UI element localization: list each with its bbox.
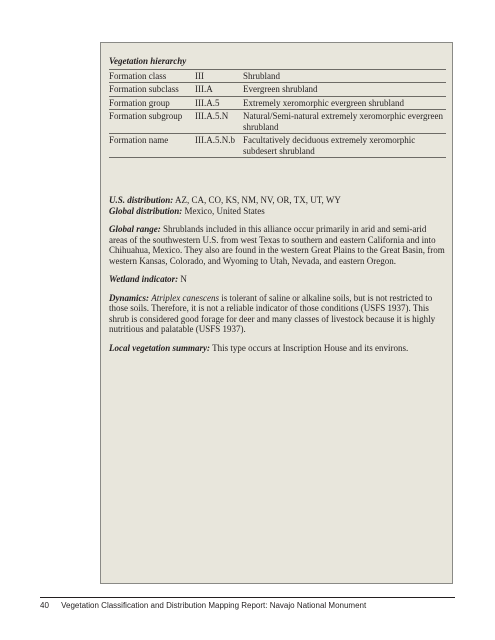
table-row: [109, 110, 446, 134]
global-range-text: Shrublands included in this alliance occur primarily in arid and semi-arid areas of the southwestern U.S. from west Texas to southern and eastern California and into Chihuahua, Mexico. They also are found in the western Great Plains to the Great Basin, from western Kansas, Colorado, and Wyoming to Utah, Nevada, and eastern Oregon.: [109, 224, 445, 266]
global-range-label: Global range:: [109, 224, 161, 234]
table-row: [109, 69, 446, 83]
distribution-paragraph: [109, 195, 446, 216]
running-footer-title: Vegetation Classification and Distribution Mapping Report: Navajo National Monument: [61, 601, 367, 610]
us-distribution-label: U.S. distribution:: [109, 195, 174, 205]
global-range-paragraph: [109, 224, 446, 266]
hierarchy-level: Formation subgroup: [109, 110, 195, 134]
local-summary-text: This type occurs at Inscription House and its environs.: [212, 342, 409, 353]
wetland-indicator-label: Wetland indicator:: [109, 274, 179, 284]
hierarchy-header-row: [109, 55, 446, 69]
table-row: [109, 83, 446, 97]
hierarchy-name: Extremely xeromorphic evergreen shrubland: [243, 96, 446, 110]
hierarchy-level: Formation group: [109, 96, 195, 110]
hierarchy-name: Natural/Semi-natural extremely xeromorphic evergreen shrubland: [243, 110, 446, 134]
description-body: [109, 195, 446, 361]
global-distribution-value: Mexico, United States: [184, 205, 265, 216]
dynamics-text: is tolerant of saline or alkaline soils, but is not restricted to those soils. Therefore, it is not a reliable indicator of those conditions (USFS 1937). This shrub is considered good forage for deer and many classes of livestock because it is highly nutritious and palatable (USFS 1937).: [109, 292, 436, 334]
wetland-indicator-value: N: [180, 274, 187, 284]
local-summary-paragraph: [109, 343, 446, 354]
dynamics-label: Dynamics:: [109, 292, 149, 303]
hierarchy-code: III.A: [195, 83, 243, 97]
page-number: 40: [40, 601, 49, 610]
hierarchy-name: Facultatively deciduous extremely xeromorphic subdesert shrubland: [243, 134, 446, 158]
hierarchy-level: Formation subclass: [109, 83, 195, 97]
hierarchy-name: Evergreen shrubland: [243, 83, 446, 97]
table-row: [109, 96, 446, 110]
us-distribution-value: AZ, CA, CO, KS, NM, NV, OR, TX, UT, WY: [175, 195, 341, 205]
hierarchy-title: Vegetation hierarchy: [109, 56, 187, 66]
local-summary-label: Local vegetation summary:: [109, 342, 210, 353]
global-distribution-label: Global distribution:: [109, 205, 183, 216]
hierarchy-name: Shrubland: [243, 69, 446, 83]
dynamics-paragraph: [109, 293, 446, 335]
wetland-paragraph: [109, 274, 446, 285]
vegetation-hierarchy-table: [109, 55, 446, 158]
hierarchy-level: Formation class: [109, 69, 195, 83]
page-footer: [40, 597, 455, 610]
hierarchy-level: Formation name: [109, 134, 195, 158]
hierarchy-code: III.A.5: [195, 96, 243, 110]
species-name: Atriplex canescens: [151, 292, 219, 303]
alliance-description-panel: [100, 42, 453, 584]
hierarchy-code: III.A.5.N.b: [195, 134, 243, 158]
hierarchy-code: III.A.5.N: [195, 110, 243, 134]
hierarchy-code: III: [195, 69, 243, 83]
table-row: [109, 134, 446, 158]
